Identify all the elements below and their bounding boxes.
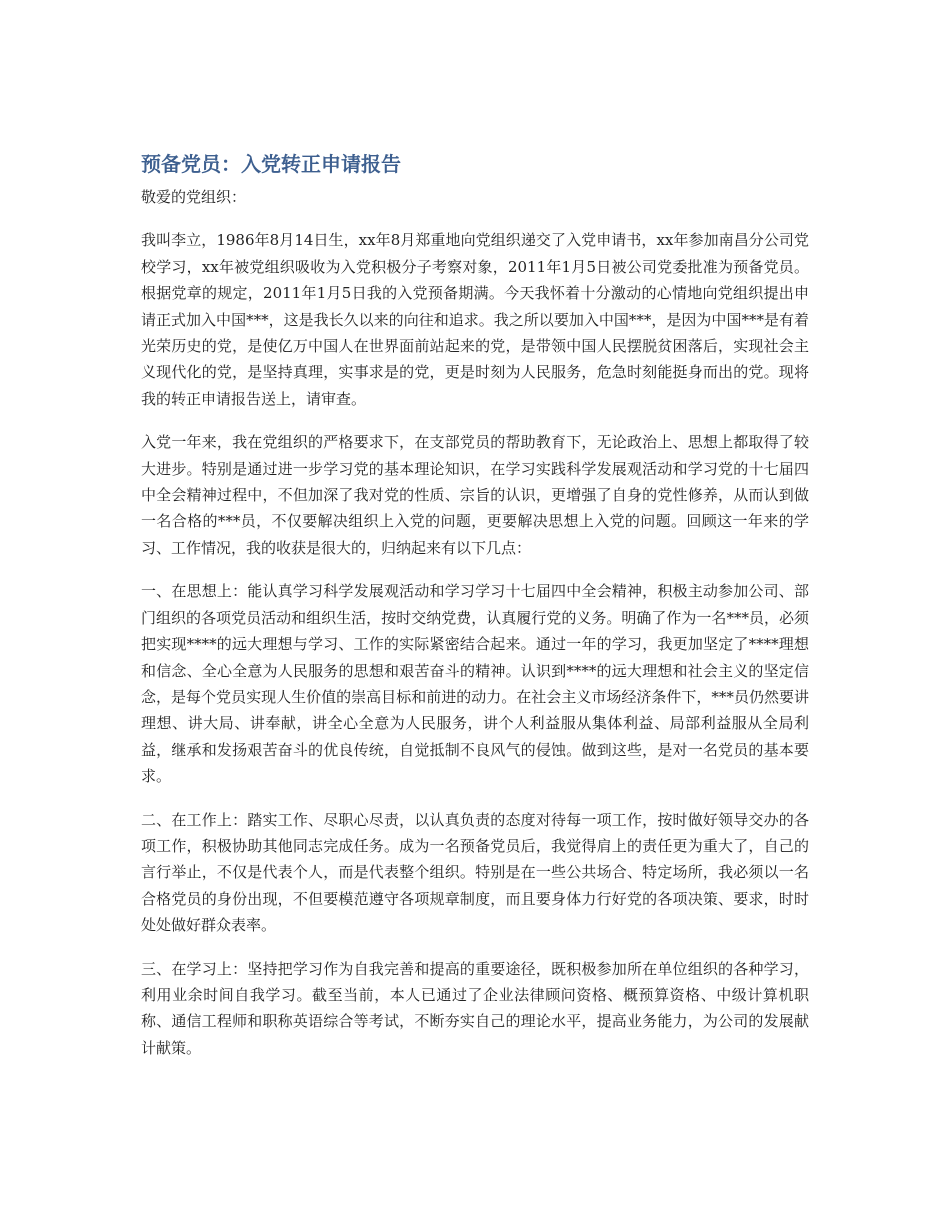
paragraph-ideology: 一、在思想上：能认真学习科学发展观活动和学习学习十七届四中全会精神，积极主动参加公司、部门组织的各项党员活动和组织生活，按时交纳党费，认真履行党的义务。明确了作为一名***员，必须把实现****的远大理想与学习、工作的实际紧密结合起来。通过一年的学习，我更加坚定了****理想和信念、全心全意为人民服务的思想和艰苦奋斗的精神。认识到****的远大理想和社会主义的坚定信念，是每个党员实现人生价值的崇高目标和前进的动力。在社会主义市场经济条件下，***员仍然要讲理想、讲大局、讲奉献，讲全心全意为人民服务，讲个人利益服从集体利益、局部利益服从全局利益，继承和发扬艰苦奋斗的优良传统，自觉抵制不良风气的侵蚀。做到这些，是对一名党员的基本要求。 [141,582,809,786]
paragraph-application: 我叫李立，1986年8月14日生，xx年8月郑重地向党组织递交了入党申请书，xx年参加南昌分公司党校学习，xx年被党组织吸收为入党积极分子考察对象，2011年1月5日被公司党委批准为预备党员。根据党章的规定，2011年1月5日我的入党预备期满。今天我怀着十分激动的心情地向党组织提出申请正式加入中国***，这是我长久以来的向往和追求。我之所以要加入中国***，是因为中国***是有着光荣历史的党，是使亿万中国人在世界面前站起来的党，是带领中国人民摆脱贫困落后，实现社会主义现代化的党，是坚持真理，实事求是的党，更是时刻为人民服务，危急时刻能挺身而出的党。现将我的转正申请报告送上，请审查。 [141,231,809,408]
document-title: 预备党员：入党转正申请报告 [141,152,401,176]
paragraph-progress: 入党一年来，我在党组织的严格要求下，在支部党员的帮助教育下，无论政治上、思想上都取得了较大进步。特别是通过进一步学习党的基本理论知识，在学习实践科学发展观活动和学习党的十七届四中全会精神过程中，不但加深了我对党的性质、宗旨的认识，更增强了自身的党性修养，从而认到做一名合格的***员，不仅要解决组织上入党的问题，更要解决思想上入党的问题。回顾这一年来的学习、工作情况，我的收获是很大的，归纳起来有以下几点： [141,433,809,557]
paragraph-study: 三、在学习上：坚持把学习作为自我完善和提高的重要途径，既积极参加所在单位组织的各种学习，利用业余时间自我学习。截至当前，本人已通过了企业法律顾问资格、概预算资格、中级计算机职称、通信工程师和职称英语综合等考试，不断夯实自己的理论水平，提高业务能力，为公司的发展献计献策。 [141,959,809,1057]
document-page [141,148,809,1078]
paragraph-work: 二、在工作上：踏实工作、尽职心尽责，以认真负责的态度对待每一项工作，按时做好领导交办的各项工作，积极协助其他同志完成任务。成为一名预备党员后，我觉得肩上的责任更为重大了，自己的言行举止，不仅是代表个人，而是代表整个组织。特别是在一些公共场合、特定场所，我必须以一名合格党员的身份出现，不但要模范遵守各项规章制度，而且要身体力行好党的各项决策、要求，时时处处做好群众表率。 [141,810,809,935]
salutation: 敬爱的党组织： [141,188,247,206]
